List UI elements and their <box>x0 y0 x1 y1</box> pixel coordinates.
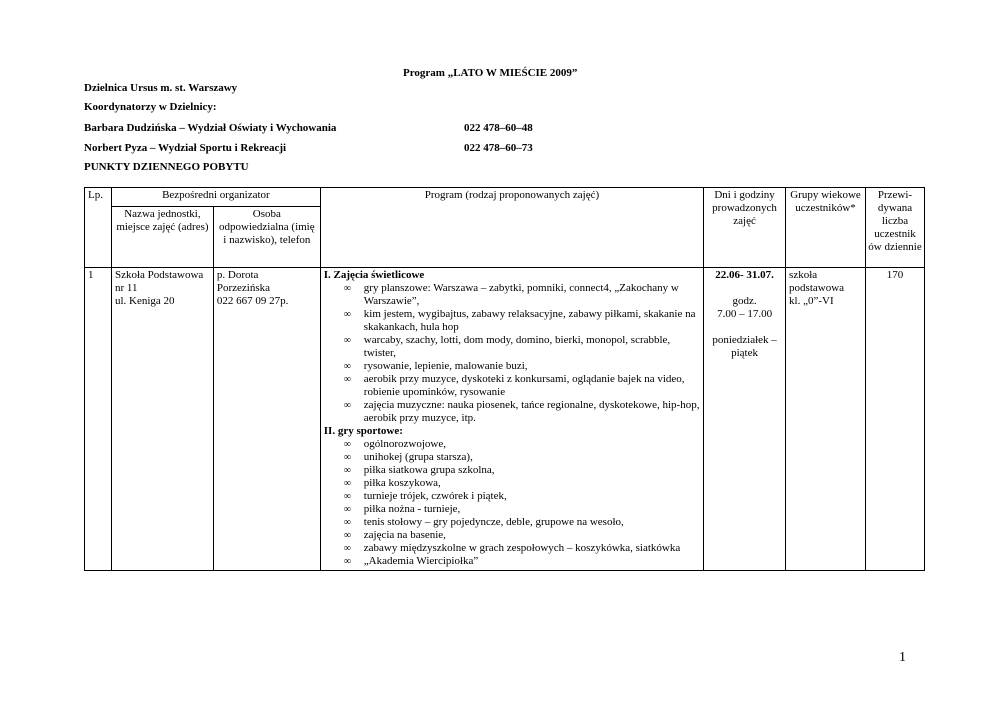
bullet-icon: ∞ <box>343 452 351 463</box>
list-item: ∞ rysowanie, lepienie, malowanie buzi, <box>343 360 528 372</box>
header-groups: Grupy wiekowe uczestników* <box>786 188 866 268</box>
list-item: ∞ piłka nożna - turnieje, <box>343 503 461 515</box>
list-item: ∞ zajęcia muzyczne: nauka piosenek, tańce regionalne, dyskotekowe, hip-hop, aerobik przy muzyce, itp. <box>343 399 700 424</box>
coordinator-1-phone: 022 478–60–48 <box>464 122 533 134</box>
bullet-icon: ∞ <box>343 335 351 346</box>
unit-line: Szkoła Podstawowa <box>114 269 204 281</box>
row-person <box>213 268 320 571</box>
person-line: p. Dorota <box>216 269 259 281</box>
program-section-2-list <box>324 438 700 568</box>
coordinators-label: Koordynatorzy w Dzielnicy: <box>84 101 217 113</box>
header-organizer: Bezpośredni organizator <box>111 188 320 207</box>
table-row <box>85 268 925 571</box>
list-item: ∞ zajęcia na basenie, <box>343 529 446 541</box>
list-item: ∞ turnieje trójek, czwórek i piątek, <box>343 490 507 502</box>
bullet-icon: ∞ <box>343 478 351 489</box>
bullet-icon: ∞ <box>343 556 351 567</box>
group-line: podstawowa <box>789 282 845 294</box>
header-unit: Nazwa jednostki, miejsce zajęć (adres) <box>111 207 213 268</box>
bullet-icon: ∞ <box>343 361 351 372</box>
group-line: szkoła <box>789 269 818 281</box>
header-days: Dni i godziny prowadzonych zajęć <box>704 188 786 268</box>
bullet-icon: ∞ <box>343 530 351 541</box>
program-table <box>84 187 925 571</box>
district-name: Dzielnica Ursus m. st. Warszawy <box>84 82 238 94</box>
header-program: Program (rodzaj proponowanych zajęć) <box>320 188 703 268</box>
row-count: 170 <box>866 268 925 571</box>
program-section-2-title: II. gry sportowe: <box>323 425 403 437</box>
coordinator-1-name: Barbara Dudzińska – Wydział Oświaty i Wychowania <box>84 122 337 134</box>
row-unit <box>111 268 213 571</box>
list-item: ∞ aerobik przy muzyce, dyskoteki z konkursami, oglądanie bajek na video, robienie upominków, rysowanie <box>343 373 685 398</box>
list-item: ∞ zabawy międzyszkolne w grach zespołowych – koszykówka, siatkówka <box>343 542 681 554</box>
bullet-icon: ∞ <box>343 439 351 450</box>
dates-range: 22.06- 31.07. <box>715 269 774 281</box>
list-item: ∞ ogólnorozwojowe, <box>343 438 446 450</box>
program-section-1-title: I. Zajęcia świetlicowe <box>323 269 425 281</box>
list-item: ∞ unihokej (grupa starsza), <box>343 451 473 463</box>
bullet-icon: ∞ <box>343 374 351 385</box>
bullet-icon: ∞ <box>343 309 351 320</box>
section-heading: PUNKTY DZIENNEGO POBYTU <box>84 161 249 173</box>
person-line: Porzezińska <box>216 282 271 294</box>
document-title: Program „LATO W MIEŚCIE 2009” <box>403 67 578 79</box>
header-lp: Lp. <box>85 188 112 268</box>
row-days <box>704 268 786 571</box>
bullet-icon: ∞ <box>343 517 351 528</box>
group-line: kl. „0”-VI <box>789 295 834 307</box>
bullet-icon: ∞ <box>343 543 351 554</box>
list-item: ∞ piłka koszykowa, <box>343 477 441 489</box>
unit-line: nr 11 <box>114 282 138 294</box>
bullet-icon: ∞ <box>343 465 351 476</box>
weekdays: poniedziałek – piątek <box>712 334 777 359</box>
list-item: ∞ tenis stołowy – gry pojedyncze, deble, grupowe na wesoło, <box>343 516 624 528</box>
person-line: 022 667 09 27p. <box>216 295 289 307</box>
bullet-icon: ∞ <box>343 504 351 515</box>
list-item: ∞ „Akademia Wiercipiołka” <box>343 555 479 567</box>
unit-line: ul. Keniga 20 <box>114 295 175 307</box>
list-item: ∞ piłka siatkowa grupa szkolna, <box>343 464 495 476</box>
list-item: ∞ gry planszowe: Warszawa – zabytki, pomniki, connect4, „Zakochany w Warszawie”, <box>343 282 679 307</box>
coordinator-2-phone: 022 478–60–73 <box>464 142 533 154</box>
list-item: ∞ warcaby, szachy, lotti, dom mody, domino, bierki, monopol, scrabble, twister, <box>343 334 671 359</box>
row-lp: 1 <box>85 268 112 571</box>
row-program <box>320 268 703 571</box>
bullet-icon: ∞ <box>343 283 351 294</box>
coordinator-2-name: Norbert Pyza – Wydział Sportu i Rekreacji <box>84 142 287 154</box>
header-person: Osoba odpowiedzialna (imię i nazwisko), telefon <box>213 207 320 268</box>
hours-label: godz. <box>732 295 757 307</box>
row-groups <box>786 268 866 571</box>
list-item: ∞ kim jestem, wygibajtus, zabawy relaksacyjne, zabawy piłkami, skakanie na skakankach, hula hop <box>343 308 696 333</box>
bullet-icon: ∞ <box>343 400 351 411</box>
bullet-icon: ∞ <box>343 491 351 502</box>
header-count: Przewi-dywana liczba uczestnik ów dziennie <box>866 188 925 268</box>
hours-range: 7.00 – 17.00 <box>717 308 773 320</box>
program-section-1-list <box>324 282 700 425</box>
page-number: 1 <box>899 650 906 665</box>
